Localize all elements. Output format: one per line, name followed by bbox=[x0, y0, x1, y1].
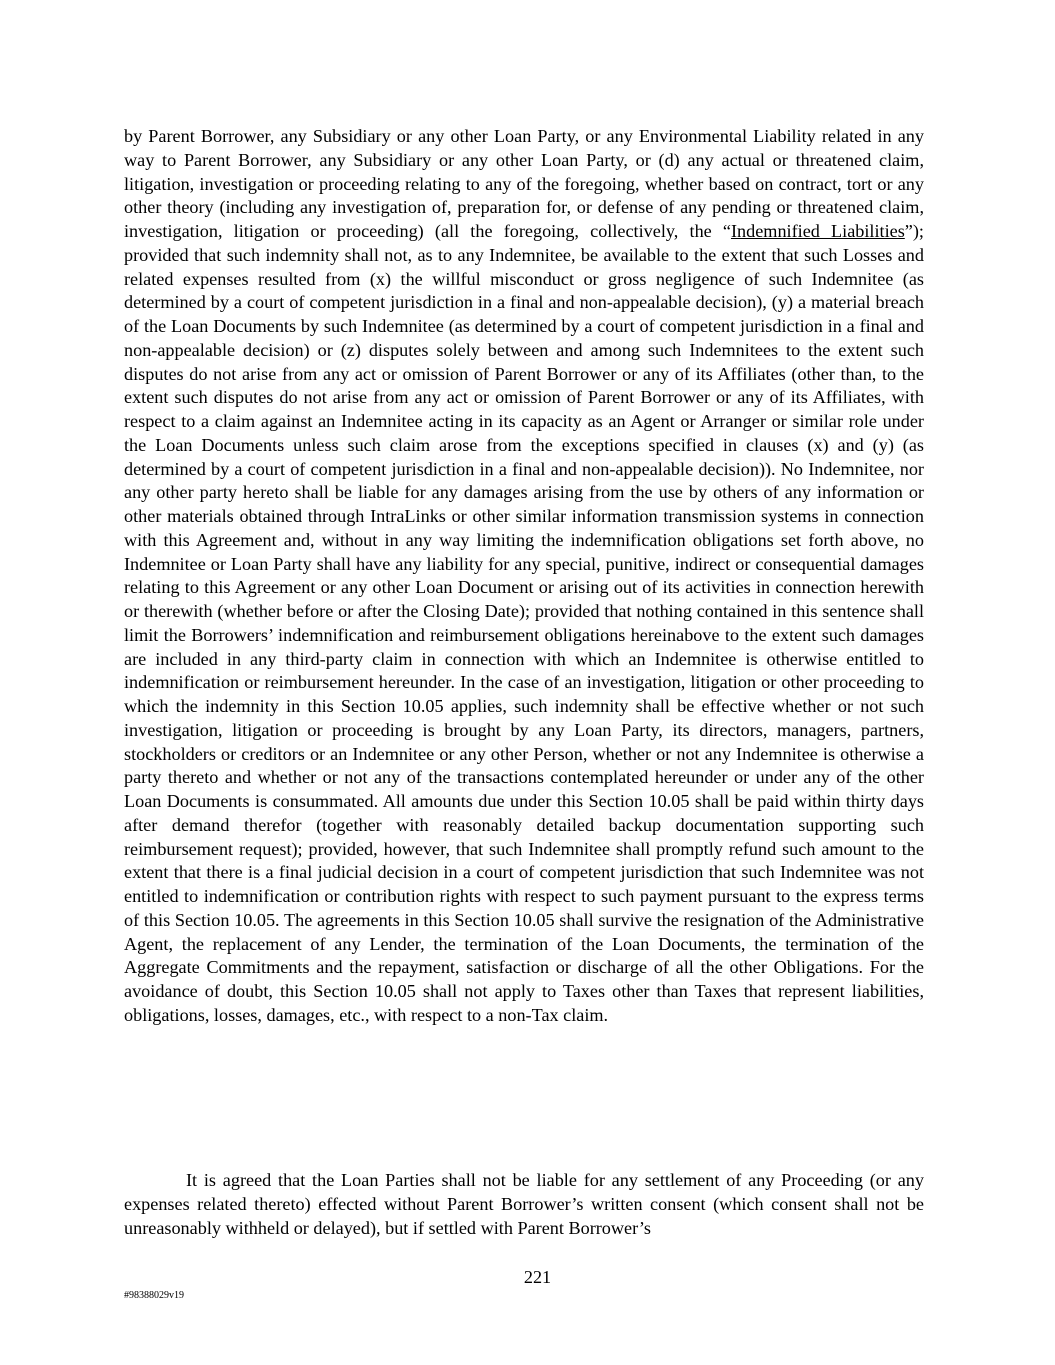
body-paragraph-settlement: It is agreed that the Loan Parties shall not be liable for any settlement of any Proceeding (or any expenses related thereto) effected without Parent Borrower’s written consent (which consent shall not be unreasonably withheld or delayed), but if settled with Parent Borrower’s bbox=[124, 1170, 924, 1238]
document-id: #98388029v19 bbox=[124, 1290, 184, 1301]
body-paragraph-indemnification bbox=[124, 125, 924, 1028]
paragraph-text-end: ”); provided that such indemnity shall not, as to any Indemnitee, be available to the extent that such Losses and related expenses resulted from (x) the willful misconduct or gross negligence of such Indemnitee (as determined by a court of competent jurisdiction in a final and non-appealable decision), (y) a material breach of the Loan Documents by such Indemnitee (as determined by a court of competent jurisdiction in a final and non-appealable decision) or (z) disputes solely between and among such Indemnitees to the extent such disputes do not arise from any act or omission of Parent Borrower or any of its Affiliates (other than, to the extent such disputes do not arise from any act or omission of Parent Borrower or any of its Affiliates, with respect to a claim against an Indemnitee acting in its capacity as an Agent or Arranger or similar role under the Loan Documents unless such claim arose from the exceptions specified in clauses (x) and (y) (as determined by a court of competent jurisdiction in a final and non-appealable decision)). No Indemnitee, nor any other party hereto shall be liable for any damages arising from the use by others of any information or other materials obtained through IntraLinks or other similar information transmission systems in connection with this Agreement and, without in any way limiting the indemnification obligations set forth above, no Indemnitee or Loan Party shall have any liability for any special, punitive, indirect or consequential damages relating to this Agreement or any other Loan Document or arising out of its activities in connection herewith or therewith (whether before or after the Closing Date); provided that nothing contained in this sentence shall limit the Borrowers’ indemnification and reimbursement obligations hereinabove to the extent such damages are included in any third-party claim in connection with which an Indemnitee is otherwise entitled to indemnification or reimbursement hereunder. In the case of an investigation, litigation or other proceeding to which the indemnity in this Section 10.05 applies, such indemnity shall be effective whether or not such investigation, litigation or proceeding is brought by any Loan Party, its directors, managers, partners, stockholders or creditors or an Indemnitee or any other Person, whether or not any Indemnitee is otherwise a party thereto and whether or not any of the transactions contemplated hereunder or under any of the other Loan Documents is consummated. All amounts due under this Section 10.05 shall be paid within thirty days after demand therefor (together with reasonably detailed backup documentation supporting such reimbursement request); provided, however, that such Indemnitee shall promptly refund such amount to the extent that there is a final judicial decision in a court of competent jurisdiction that such Indemnitee was not entitled to indemnification or contribution rights with respect to such payment pursuant to the express terms of this Section 10.05. The agreements in this Section 10.05 shall survive the resignation of the Administrative Agent, the replacement of any Lender, the termination of the Loan Documents, the termination of the Aggregate Commitments and the repayment, satisfaction or discharge of all the other Obligations. For the avoidance of doubt, this Section 10.05 shall not apply to Taxes other than Taxes that represent liabilities, obligations, losses, damages, etc., with respect to a non-Tax claim. bbox=[124, 221, 924, 1025]
paragraph-text-start: by Parent Borrower, any Subsidiary or any other Loan Party, or any Environmental Liability related in any way to Parent Borrower, any Subsidiary or any other Loan Party, or (d) any actual or threatened claim, litigation, investigation or proceeding relating to any of the foregoing, whether based on contract, tort or any other theory (including any investigation of, preparation for, or defense of any pending or threatened claim, investigation, litigation or proceeding) (all the foregoing, collectively, the “ bbox=[124, 126, 924, 241]
defined-term-indemnified-liabilities: Indemnified Liabilities bbox=[730, 221, 905, 241]
page-number: 221 bbox=[523, 1267, 552, 1287]
